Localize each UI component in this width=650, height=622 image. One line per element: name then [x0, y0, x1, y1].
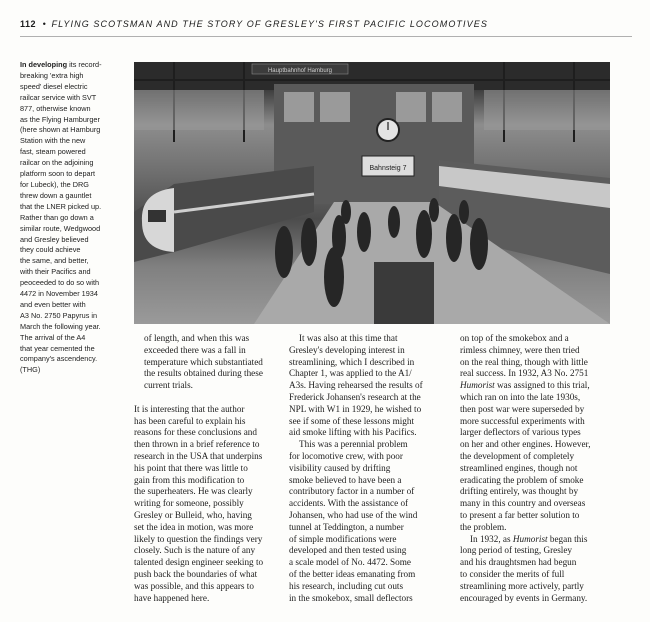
text-line: drifting entirely, was thought by	[460, 486, 579, 497]
text-line: talented design engineer seeking to	[134, 557, 264, 568]
text-line: the superheaters. He was clearly	[134, 486, 253, 497]
caption-line: (THG)	[20, 365, 41, 375]
text-line: set the idea in motion, was more	[134, 521, 254, 532]
caption-line: The arrival of the A4	[20, 332, 86, 342]
text-line: Gresley's developing interest in	[289, 344, 405, 355]
text-line: A3s. Having rehearsed the results of	[289, 380, 423, 391]
locomotive-name: Humorist	[512, 533, 548, 544]
caption-line: speed' diesel electric	[20, 81, 88, 91]
text-line: to consider the merits of full	[460, 568, 565, 579]
caption-line: as the Flying Hamburger	[20, 114, 100, 124]
text-line: has been careful to explain his	[134, 415, 246, 426]
text-line: contributory factor in a number of	[289, 486, 415, 497]
text-line: streamlining, which I described in	[289, 356, 415, 367]
station-photograph	[134, 62, 610, 324]
platform-sign-text: Bahnsteig 7	[369, 165, 407, 172]
caption-line: and Gresley believed	[20, 234, 89, 244]
text-line: many in this country and overseas	[460, 498, 586, 509]
paragraph	[289, 439, 450, 604]
text-line: the problem.	[460, 521, 507, 532]
text-line: gain from this modification to	[134, 474, 245, 485]
caption-line: fast, steam powered	[20, 147, 86, 157]
text-line: eradicating the problem of smoke	[460, 474, 584, 485]
text-line: aid smoke lifting with his Pacifics.	[289, 427, 417, 438]
text-line: encouraged by events in Germany.	[460, 592, 588, 603]
text-line: his point that there was little to	[134, 462, 248, 473]
text-line: on her and other engines. However,	[460, 439, 591, 450]
text-line: smoke believed to have been a	[289, 474, 402, 485]
caption-line: that year cemented the	[20, 343, 95, 353]
text-line: was assigned to this trial,	[494, 380, 590, 391]
text-line: likely to question the findings very	[134, 533, 263, 544]
text-line: exceeded there was a fall in	[144, 344, 246, 355]
text-line: his research, including cut outs	[289, 580, 404, 591]
paragraph	[460, 534, 624, 605]
text-line: developed and then tested using	[289, 545, 407, 556]
caption-line: that the LNER picked up.	[20, 201, 102, 211]
text-line: Gresley or Bulleid, who, having	[134, 509, 252, 520]
text-line: streamlining more actively, partly	[460, 580, 584, 591]
caption-line: they could achieve	[20, 245, 81, 255]
text-line: current trials.	[144, 380, 193, 391]
text-line: for locomotive crew, with poor	[289, 450, 403, 461]
caption-line: breaking 'extra high	[20, 70, 84, 80]
caption-line: peoceeded to do so with	[20, 278, 100, 288]
running-header	[20, 19, 632, 29]
text-line: see if some of these lessons might	[289, 415, 415, 426]
caption-line: A3 No. 2750 Papyrus in	[20, 310, 98, 320]
text-line: larger deflectors of various types	[460, 427, 581, 438]
caption-line: 4472 in November 1934	[20, 289, 98, 299]
text-line: the development of completely	[460, 450, 575, 461]
text-line: This was a perennial problem	[299, 439, 408, 450]
text-line: of length, and when this was	[144, 333, 250, 343]
text-line: push back the boundaries of what	[134, 568, 258, 579]
page-number: 112	[20, 19, 37, 29]
text-line: It is interesting that the author	[134, 403, 245, 414]
text-line: It was also at this time that	[299, 333, 398, 343]
paragraph-continued	[460, 333, 624, 534]
header-title: FLYING SCOTSMAN AND THE STORY OF GRESLEY'S FIRST PACIFIC LOCOMOTIVES	[51, 19, 488, 29]
caption-line: threw down a gauntlet	[20, 190, 92, 200]
text-line: to present a far better solution to	[460, 509, 580, 520]
text-line: a scale model of No. 4472. Some	[289, 557, 411, 568]
text-line: on the real thing, though with little	[460, 356, 588, 367]
text-line: real success. In 1932, A3 No. 2751	[460, 368, 589, 379]
text-line: have happened here.	[134, 592, 210, 603]
text-line: closely. Such is the nature of any	[134, 545, 256, 556]
text-line: long period of testing, Gresley	[460, 545, 573, 556]
caption-line: the same, and better,	[20, 256, 89, 266]
caption-line: (here shown at Hamburg	[20, 125, 101, 135]
text-line: of simple modifications were	[289, 533, 397, 544]
caption-line: company's ascendency.	[20, 354, 98, 364]
caption-line: similar route, Wedgwood	[20, 223, 101, 233]
text-line: temperature which substantiated	[144, 356, 263, 367]
text-line: in the smokebox, small deflectors	[289, 592, 413, 603]
text-column-1	[134, 333, 296, 604]
text-line: on top of the smokebox and a	[460, 333, 569, 343]
text-line: which ran on into the late 1930s,	[460, 391, 581, 402]
text-line: NPL with W1 in 1929, he wished to	[289, 403, 422, 414]
caption-line: with their Pacifics and	[20, 267, 91, 277]
railcar-cab-window	[148, 210, 166, 222]
top-sign-text: Hauptbahnhof Hamburg	[267, 68, 333, 74]
text-line: accidents. With the assistance of	[289, 498, 409, 509]
caption-line: Rather than go down a	[20, 212, 94, 222]
text-line: of the better ideas emanating from	[289, 568, 416, 579]
caption-line: Station with the new	[20, 136, 86, 146]
text-line: reasons for these conclusions and	[134, 427, 257, 438]
text-line: began this	[547, 533, 588, 544]
paragraph-continued	[134, 333, 296, 392]
text-line: and his draughtsmen had begun	[460, 557, 577, 568]
caption-line: railcar service with SVT	[20, 92, 97, 102]
text-line: Johansen, who had use of the wind	[289, 509, 418, 520]
text-line: research in the USA that underpins	[134, 450, 263, 461]
locomotive-name: Humorist	[460, 380, 495, 391]
caption-line: railcar on the adjoining	[20, 158, 94, 168]
caption-lead: In developing	[20, 60, 68, 69]
text-column-2	[289, 333, 450, 604]
caption-line: 877, otherwise known	[20, 103, 91, 113]
header-bullet: •	[42, 19, 47, 29]
caption-line: March the following year.	[20, 321, 101, 331]
luggage-cart	[374, 262, 434, 324]
text-line: Chapter 1, was applied to the A1/	[289, 368, 412, 379]
text-line: writing for someone, possibly	[134, 498, 244, 509]
text-line: then thrown in a brief reference to	[134, 439, 260, 450]
paragraph	[289, 333, 450, 439]
text-line: visibility caused by drifting	[289, 462, 391, 473]
text-line: In 1932, as	[470, 533, 513, 544]
text-line: Frederick Johansen's research at the	[289, 391, 421, 402]
text-column-3	[460, 333, 624, 604]
text-line: tunnel at Teddington, a number	[289, 521, 404, 532]
caption-line: for Lubeck), the DRG	[20, 179, 89, 189]
photo-caption	[20, 60, 128, 376]
photo-illustration	[134, 62, 610, 324]
paragraph	[134, 404, 296, 605]
caption-line: its record-	[69, 60, 102, 69]
text-line: the results obtained during these	[144, 368, 263, 379]
text-line: then post war were superseded by	[460, 403, 585, 414]
caption-line: and even better with	[20, 299, 86, 309]
text-line: streamlined engines, though not	[460, 462, 578, 473]
text-line: rimless chimney, were then tried	[460, 344, 580, 355]
caption-line: platform soon to depart	[20, 169, 96, 179]
text-line: was possible, and this appears to	[134, 580, 254, 591]
text-line: more successful experiments with	[460, 415, 585, 426]
header-rule	[20, 36, 632, 37]
